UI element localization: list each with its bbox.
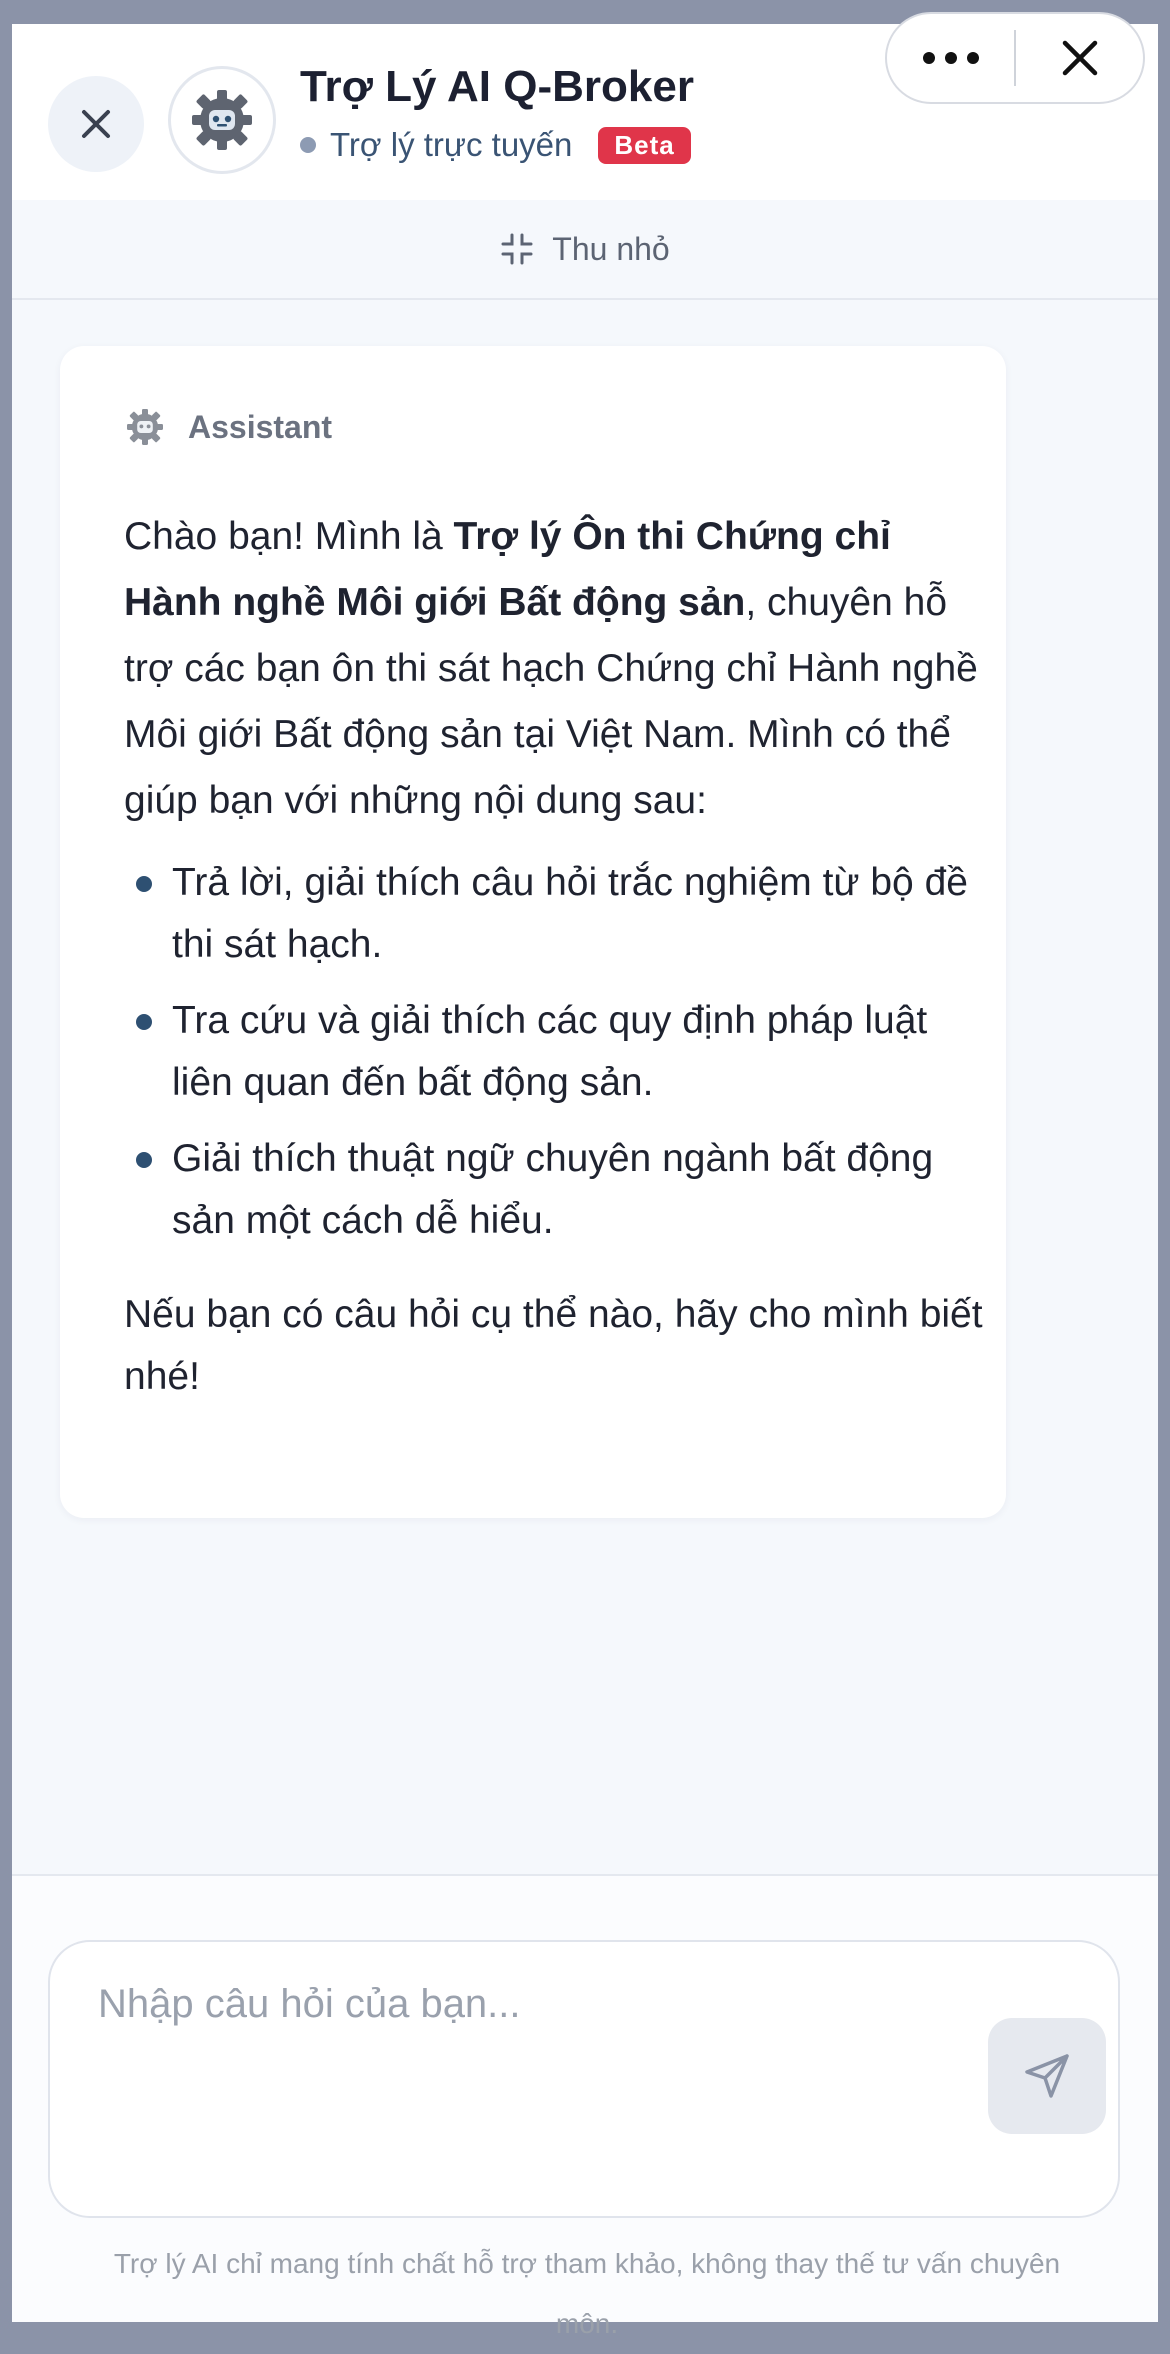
close-icon <box>1060 38 1100 78</box>
send-button[interactable] <box>988 2018 1106 2134</box>
intro-bold-text: Trợ lý Ôn thi Chứng chỉ Hành nghề Môi giới Bất động sản <box>124 515 891 624</box>
collapse-icon <box>500 232 534 266</box>
input-footer <box>12 1876 1158 2339</box>
message-intro <box>124 504 984 834</box>
robot-gear-icon <box>124 406 166 448</box>
status-text: Trợ lý trực tuyến <box>330 126 573 163</box>
back-close-button[interactable] <box>48 76 144 172</box>
more-dots-icon <box>923 52 979 64</box>
message-role: Assistant <box>188 408 333 445</box>
intro-text-continued: , chuyên hỗ trợ các bạn ôn thi sát hạch Chứng chỉ Hành nghề Môi giới Bất động sản tại Việt Nam. Mình có thể giúp bạn với những nội dung sau: <box>124 581 978 822</box>
beta-badge: Beta <box>598 127 690 164</box>
message-closing: Nếu bạn có câu hỏi cụ thể nào, hãy cho mình biết nhé! <box>124 1293 983 1398</box>
question-input[interactable] <box>98 1982 978 2102</box>
list-item: Tra cứu và giải thích các quy định pháp luật liên quan đến bất động sản. <box>124 990 984 1114</box>
assistant-message-card <box>60 346 1006 1518</box>
list-item: Giải thích thuật ngữ chuyên ngành bất động sản một cách dễ hiểu. <box>124 1128 984 1252</box>
robot-gear-icon <box>187 85 257 155</box>
close-icon <box>78 106 114 142</box>
message-body <box>124 504 984 1408</box>
question-input-box <box>48 1940 1120 2218</box>
disclaimer-text: Trợ lý AI chỉ mang tính chất hỗ trợ tham khảo, không thay thế tư vấn chuyên môn. <box>113 2248 1061 2339</box>
status-dot <box>300 137 316 153</box>
collapse-button[interactable] <box>12 200 1158 300</box>
status-row <box>300 126 691 164</box>
more-button[interactable] <box>887 14 1014 102</box>
chat-panel <box>12 24 1158 2339</box>
intro-text: Chào bạn! Mình là <box>124 515 454 558</box>
capability-list <box>124 852 984 1252</box>
message-header <box>124 406 332 448</box>
assistant-title: Trợ Lý AI Q-Broker <box>300 62 694 111</box>
system-capsule <box>885 12 1145 104</box>
close-button[interactable] <box>1016 14 1143 102</box>
assistant-avatar <box>168 66 276 174</box>
send-icon <box>1021 2050 1073 2102</box>
collapse-label: Thu nhỏ <box>552 230 670 267</box>
list-item: Trả lời, giải thích câu hỏi trắc nghiệm từ bộ đề thi sát hạch. <box>124 852 984 976</box>
